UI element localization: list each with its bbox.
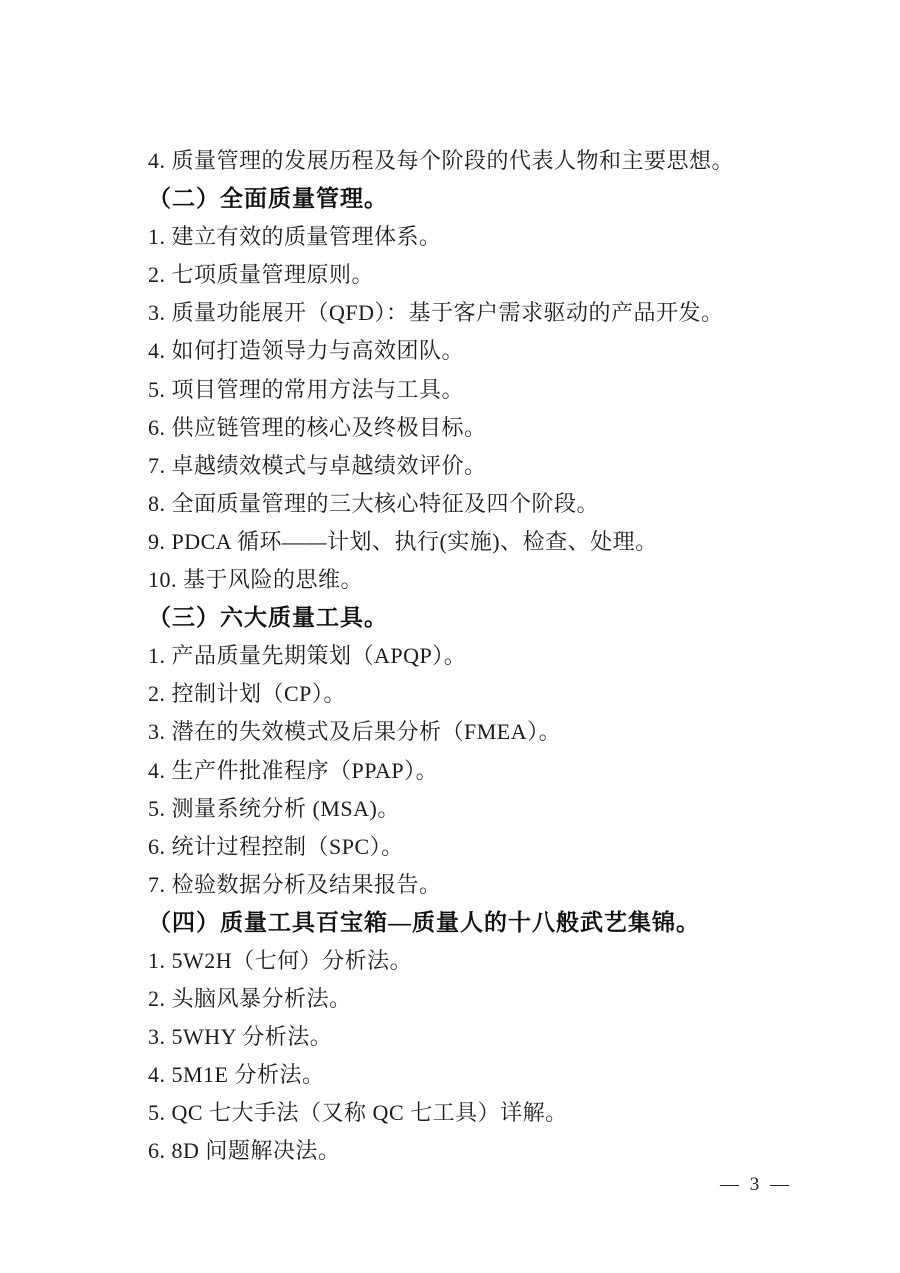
list-item: 4. 质量管理的发展历程及每个阶段的代表人物和主要思想。 [148, 148, 735, 173]
page-number: — 3 — [720, 1174, 792, 1195]
list-item: 5. QC 七大手法（又称 QC 七工具）详解。 [148, 1100, 568, 1126]
list-item: 1. 产品质量先期策划（APQP）。 [148, 643, 467, 669]
list-item: 3. 质量功能展开（QFD）：基于客户需求驱动的产品开发。 [148, 300, 724, 326]
list-item: 8. 全面质量管理的三大核心特征及四个阶段。 [148, 490, 600, 516]
list-item: 7. 卓越绩效模式与卓越绩效评价。 [148, 452, 487, 478]
section-heading: （三）六大质量工具。 [148, 605, 388, 631]
list-item: 6. 8D 问题解决法。 [148, 1138, 341, 1164]
list-item: 2. 七项质量管理原则。 [148, 262, 375, 288]
list-item: 3. 潜在的失效模式及后果分析（FMEA）。 [148, 719, 562, 745]
list-item: 1. 建立有效的质量管理体系。 [148, 224, 442, 250]
section-heading: （四）质量工具百宝箱—质量人的十八般武艺集锦。 [148, 909, 700, 935]
list-item: 5. 测量系统分析 (MSA)。 [148, 795, 400, 821]
list-item: 3. 5WHY 分析法。 [148, 1024, 333, 1050]
list-item: 2. 控制计划（CP）。 [148, 681, 346, 707]
document-body [148, 142, 788, 1171]
list-item: 10. 基于风险的思维。 [148, 567, 364, 593]
list-item: 7. 检验数据分析及结果报告。 [148, 871, 442, 897]
list-item: 4. 5M1E 分析法。 [148, 1062, 325, 1088]
list-item: 4. 如何打造领导力与高效团队。 [148, 338, 465, 364]
list-item: 9. PDCA 循环——计划、执行(实施)、检查、处理。 [148, 528, 658, 554]
list-item: 6. 供应链管理的核心及终极目标。 [148, 414, 487, 440]
list-item: 2. 头脑风暴分析法。 [148, 986, 352, 1012]
list-item: 1. 5W2H（七何）分析法。 [148, 947, 413, 973]
list-item: 6. 统计过程控制（SPC）。 [148, 833, 404, 859]
section-heading: （二）全面质量管理。 [148, 186, 388, 212]
list-item: 5. 项目管理的常用方法与工具。 [148, 376, 465, 402]
list-item: 4. 生产件批准程序（PPAP）。 [148, 757, 439, 783]
